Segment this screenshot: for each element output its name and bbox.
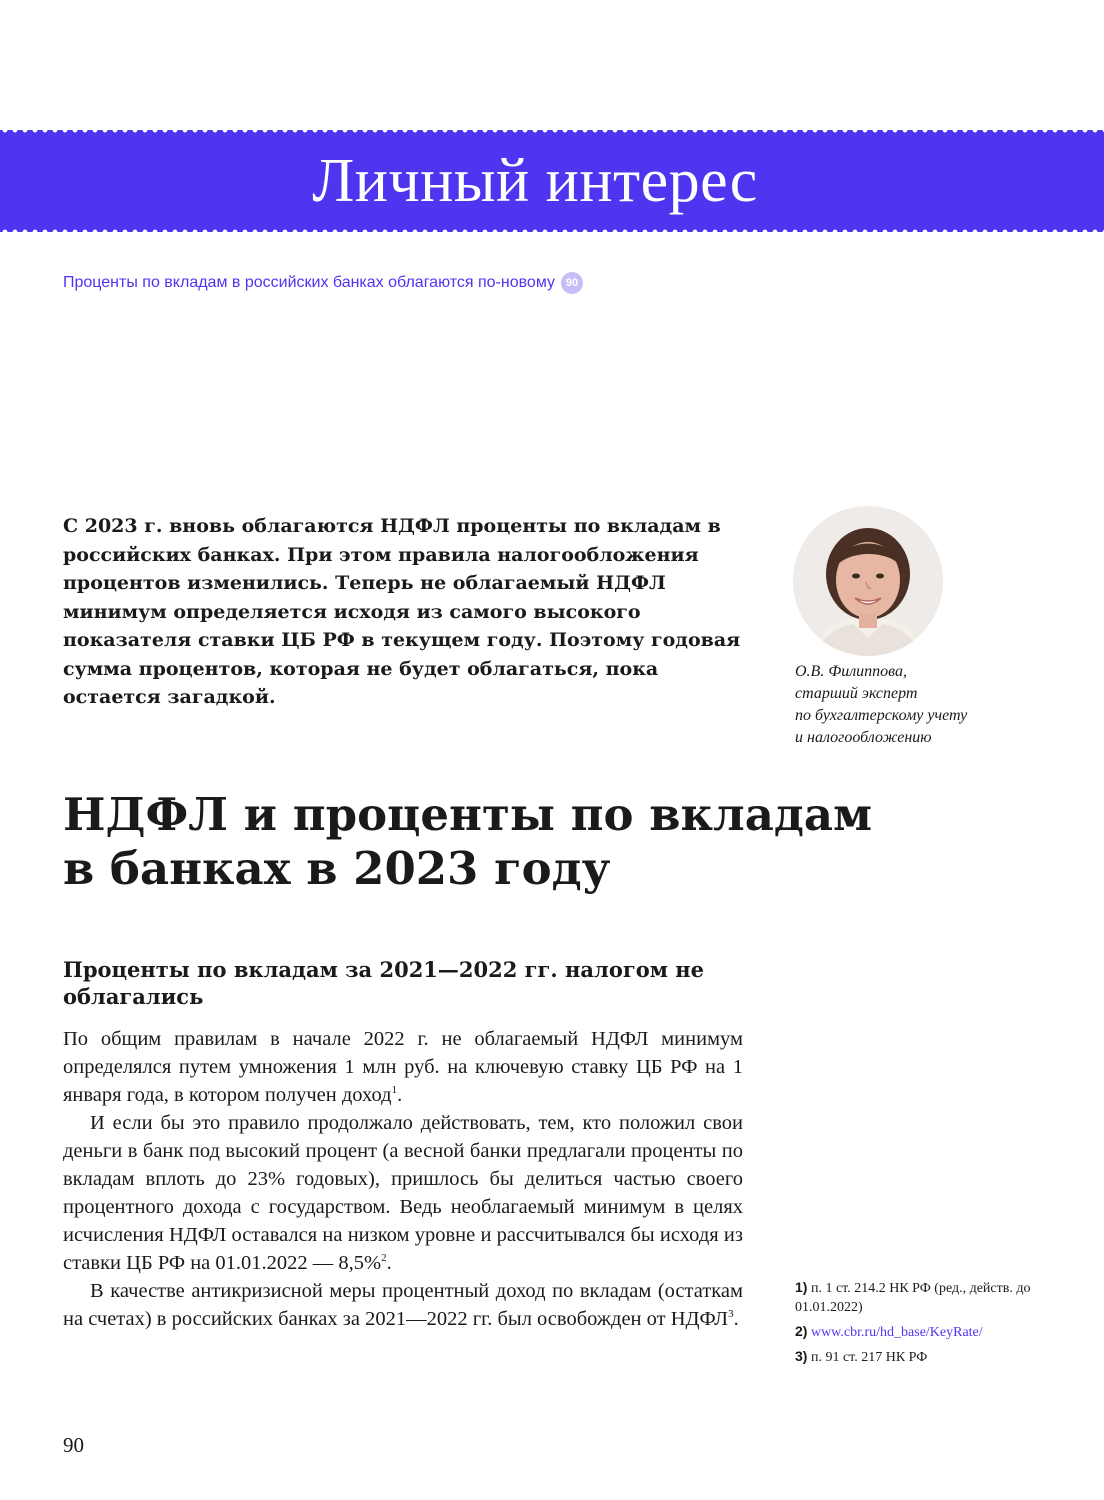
author-caption [795, 661, 1035, 749]
author-photo [793, 506, 943, 656]
lead-paragraph: С 2023 г. вновь облагаются НДФЛ проценты по вкладам в российских банках. При этом правила налогообложения процентов изменились. Теперь не облагаемый НДФЛ минимум определяется исходя из самого высокого показателя ставки ЦБ РФ в текущем году. Поэтому годовая сумма процентов, которая не будет облагаться, пока остается загадкой. [63, 515, 741, 708]
author-position-2: по бухгалтерскому учету [795, 707, 968, 724]
section-subheading: Проценты по вкладам за 2021—2022 гг. налогом не облагались [63, 957, 704, 1009]
crossref-text: Проценты по вкладам в российских банках облагаются по-новому [63, 274, 556, 292]
article-body [63, 1025, 743, 1333]
author-position-1: старший эксперт [795, 685, 918, 702]
footnote-2: 2) www.cbr.ru/hd_base/KeyRate/ [795, 1323, 983, 1340]
paragraph-1: По общим правилам в начале 2022 г. не облагаемый НДФЛ минимум определялся путем умножения 1 млн руб. на ключевую ставку ЦБ РФ на 1 января года, в котором получен доход$^1$. [63, 1028, 743, 1106]
article-title-line1: НДФЛ и проценты по вкладам [63, 788, 873, 841]
footnote-ref-3[interactable]: 3 [728, 1308, 734, 1321]
footnote-link[interactable]: www.cbr.ru/hd_base/KeyRate/ [810, 1325, 983, 1340]
paragraph-3: В качестве антикризисной меры процентный доход по вкладам (остаткам на счетах) в российских банках за 2021—2022 гг. был освобожден от НДФЛ$^3$. [63, 1280, 743, 1330]
footnote-ref-2[interactable]: 2 [381, 1252, 387, 1265]
section-title: Личный интерес [312, 147, 758, 215]
footnote-1: 1) п. 1 ст. 214.2 НК РФ (ред., действ. до 01.01.2022) [795, 1279, 1031, 1315]
footnote-ref-1[interactable]: 1 [391, 1084, 398, 1097]
author-portrait-icon [793, 506, 943, 656]
page-number: 90 [63, 1433, 84, 1457]
article-title-line2: в банках в 2023 году [63, 842, 611, 895]
crossref-link[interactable] [63, 272, 583, 294]
paragraph-2: И если бы это правило продолжало действовать, тем, кто положил свои деньги в банк под высокий процент (а весной банки предлагали проценты по вкладам вплоть до 23% годовых), пришлось бы делиться частью своего процентного дохода с государством. Ведь необлагаемый минимум в целях исчисления НДФЛ оставался на низком уровне и рассчитывался бы исходя из ставки ЦБ РФ на 01.01.2022 — 8,5%$^2$. [63, 1112, 743, 1274]
footnotes [795, 1278, 1055, 1372]
footnote-3: 3) п. 91 ст. 217 НК РФ [795, 1348, 928, 1365]
author-position-3: и налогообложению [795, 729, 932, 746]
crossref-page-badge: 90 [561, 272, 583, 294]
author-name: О.В. Филиппова, [795, 663, 908, 680]
article-title [63, 788, 923, 896]
